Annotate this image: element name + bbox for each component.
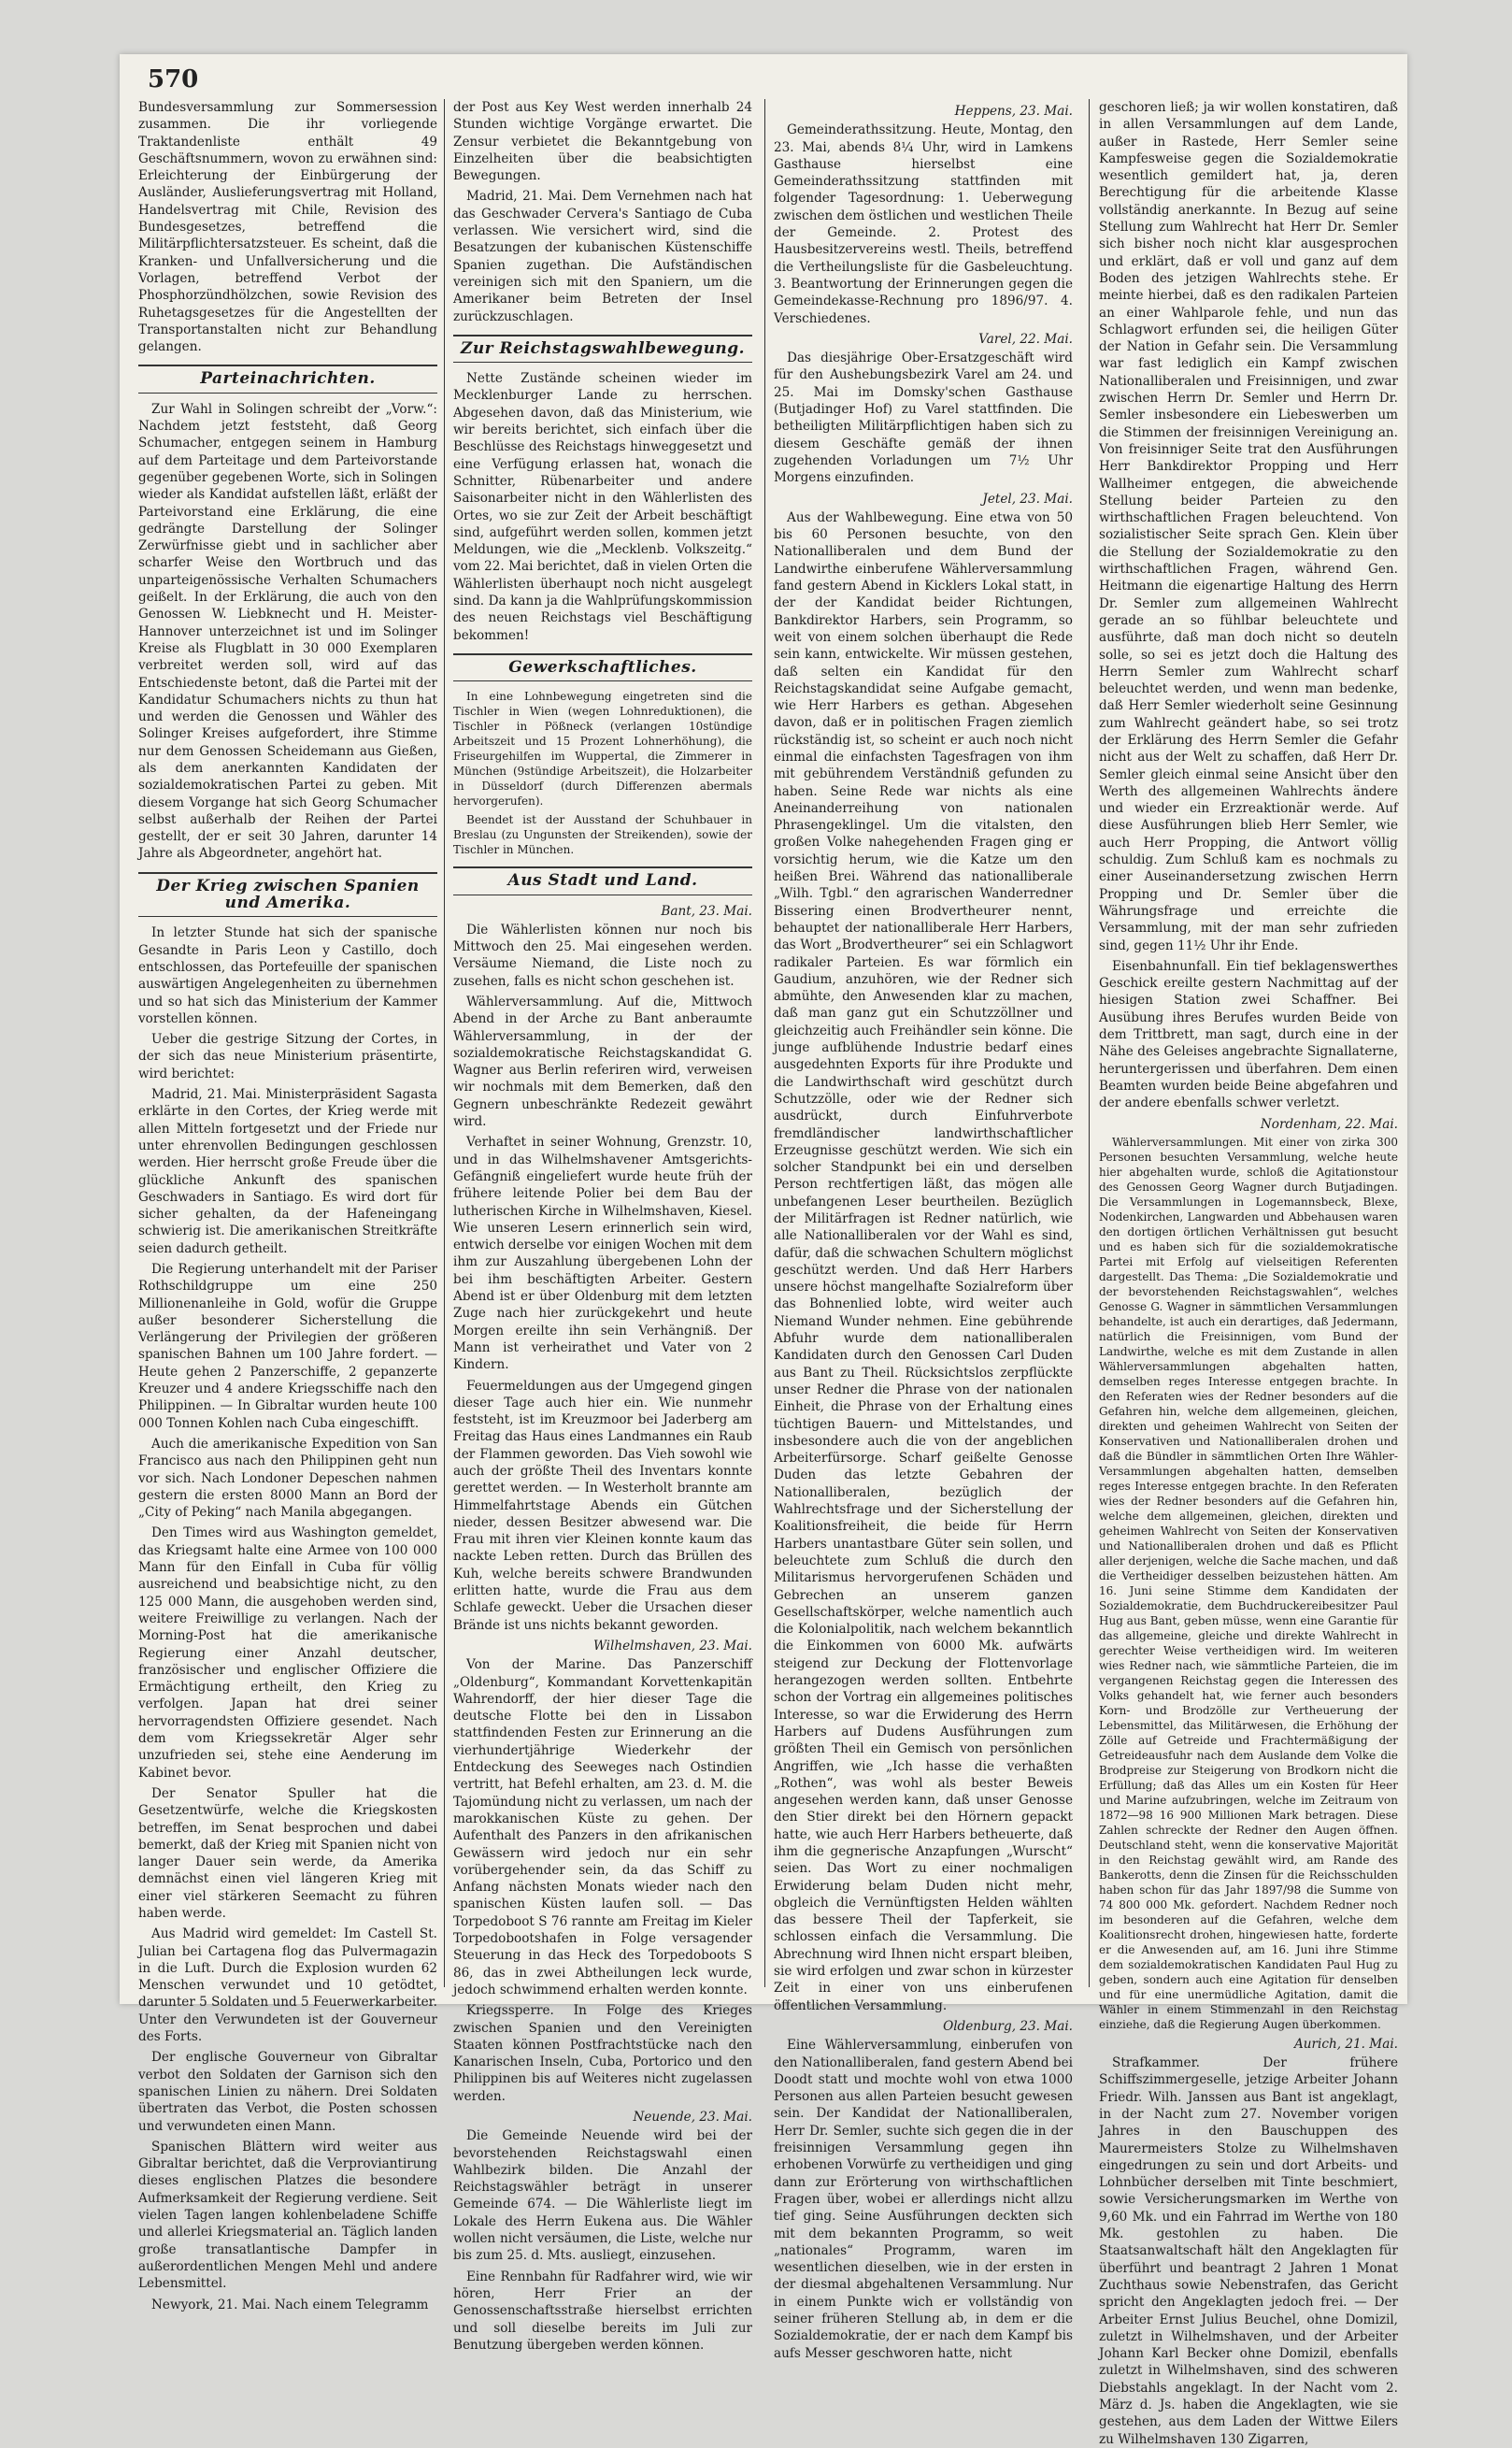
paragraph: Newyork, 21. Mai. Nach einem Telegramm bbox=[151, 2297, 429, 2312]
dateline: Wilhelmshaven, 23. Mai. bbox=[592, 1638, 752, 1653]
paragraph: Von der Marine. Das Panzerschiff „Oldenburg“, Kommandant Korvettenkapitän Wahrendorff, der hier dieser Tage die deutsche Flotte bei den in Lissabon stattfindenden Festen zur Erinnerung an die vierhundertjährige Wiederkehr der Entdeckung des Seeweges nach Ostindien vertritt, hat Befehl erhalten, am 23. d. M. die Tajomündung nicht zu verlassen, um nach der marokkanischen Küste zu gehen. Der Aufenthalt des Panzers in den afrikanischen Gewässern wird jedoch nur ein sehr vorübergehender sein, da das Schiff zu Anfang nächsten Monats wieder nach den spanischen Küsten laufen soll. — Das Torpedoboot S 76 rannte am Freitag im Kieler Torpedobootshafen in Folge versagender Steuerung in das Heck des Torpedoboots S 86, das in zwei Abtheilungen leck wurde, jedoch schwimmend erhalten werden konnte. bbox=[453, 1657, 752, 1997]
paragraph: Die Wählerlisten können nur noch bis Mittwoch den 25. Mai eingesehen werden. Versäume Niemand, die Liste noch zu zusehen, falls es nicht schon geschehen ist. bbox=[453, 922, 752, 989]
paragraph: Madrid, 21. Mai. Ministerpräsident Sagasta erklärte in den Cortes, der Krieg werde mit allen Mitteln fortgesetzt und der Friede nur unter ehrenvollen Bedingungen geschlossen werden. Hier herrscht große Freude über die glückliche Ankunft des spanischen Geschwaders in Santiago. Es wird dort für sicher gehalten, da der Hafeneingang schwierig ist. Die amerikanischen Streitkräfte seien dadurch getheilt. bbox=[138, 1087, 437, 1256]
paragraph: Die Gemeinde Neuende wird bei der bevorstehenden Reichstagswahl einen Wahlbezirk bilden. Die Anzahl der Reichstagswähler beträgt in unserer Gemeinde 674. — Die Wählerliste liegt im Lokale des Herrn Eukena aus. Die Wähler wollen nicht versäumen, die Liste, welche nur bis zum 25. d. Mts. ausliegt, einzusehen. bbox=[453, 2128, 752, 2264]
paragraph: In letzter Stunde hat sich der spanische Gesandte in Paris Leon y Castillo, doch entschlossen, das Portefeuille der spanischen auswärtigen Angelegenheiten zu übernehmen und so hat sich das Ministerium der Kammer vorstellen können. bbox=[138, 925, 437, 1026]
dateline: Varel, 22. Mai. bbox=[978, 331, 1073, 347]
section-heading-local: Aus Stadt und Land. bbox=[453, 866, 752, 895]
paragraph: Wählerversammlungen. Mit einer von zirka 300 Personen besuchten Versammlung, welche heute hier abgehalten wurde, schloß die Agitationstour des Genossen Georg Wagner durch Butjadingen. Die Versammlungen in Logemannsbeck, Blexe, Nodenkirchen, Langwarden und Abbehausen waren den dortigen örtlichen Verhältnissen gut besucht und es haben sich für die sozialdemokratische Partei mit Erfolg auf vielseitigen Referenten dargestellt. Das Thema: „Die Sozialdemokratie und der bevorstehenden Reichstagswahlen“, welches Genosse G. Wagner in sämmtlichen Versammlungen behandelte, ist auch ein derartiges, daß Jedermann, natürlich die Freisinnigen, vom Bund der Landwirthe, welche es mit dem Zustande in allen Wählerversammlungen abgehalten hatten, demselben reges Interesse entgegen brachte. In den Referaten wies der Redner besonders auf die Gefahren hin, welche dem allgemeinen, gleichen, direkten und geheimen Wahlrecht von Seiten der Konservativen und Nationalliberalen drohen und daß die Bündler in sämmtlichen Orten Ihre Wähler-Versammlungen abgehalten hatten, demselben reges Interesse entgegen brachte. In den Referaten wies der Redner besonders auf die Gefahren hin, welche dem allgemeinen, gleichen, direkten und geheimen Wahlrecht von Seiten der Konservativen und Nationalliberalen drohen und daß es Pflicht aller derjenigen, welche die Sache machen, und daß die Vertheidiger desselben beizustehen hätten. Am 16. Juni seine Stimme dem Kandidaten der Sozialdemokratie, dem Buchdruckereibesitzer Paul Hug aus Bant, geben müsse, wenn eine Garantie für das allgemeine, gleiche und direkte Wahlrecht in gerechter Weise vertheidigen wird. Im weiteren wies Redner nach, wie sämmtliche Parteien, die im vergangenen Reichstag gegen die Interessen des Volks gehandelt hat, wie ferner auch besonders Korn- und Brodzölle zur Vertheuerung der Lebensmittel, das Militärwesen, die Erhöhung der Zölle auf Getreide und Frachtermäßigung der Getreideausfuhr nach dem Auslande dem Volke die Brodpreise zur Steigerung von Brodkorn nicht die Erfüllung; daß das Alles um ein Kosten für Heer und Marine aufzubringen, welche im Zeitraum von 1872—98 16 900 Millionen Mark betragen. Diese Zahlen schreckte der Redner den Augen öffnen. Deutschland steht, wenn die konservative Majorität in den Reichstag gewählt wird, am Rande des Bankerotts, denn die Zinsen für die Reichsschulden haben schon für das Jahr 1897/98 die Summe von 74 800 000 Mk. gefordert. Nachdem Redner noch im besonderen auf die Gefahren, welche dem Koalitionsrecht drohen, hingewiesen hatte, forderte er die Anwesenden auf, am 16. Juni ihre Stimme dem sozialdemokratischen Kandidaten Paul Hug zu geben, sondern auch eine Agitation für denselben und für eine unermüdliche Agitation, damit die Wähler in einem Stimmenzahl in den Reichstag einziehe, daß die Regierung Augen überkommen. bbox=[1099, 1135, 1398, 2031]
paragraph: der Post aus Key West werden innerhalb 24 Stunden wichtige Vorgänge erwartet. Die Zensur verbietet die Bekanntgebung von Einzelheiten über die beabsichtigten Bewegungen. bbox=[453, 100, 752, 184]
paragraph: Die Regierung unterhandelt mit der Pariser Rothschildgruppe um eine 250 Millionenanleihe in Gold, wofür die Gruppe außer besonderer Sicherstellung die Verlängerung der Privilegien der größeren spanischen Bahnen um 100 Jahre fordert. — Heute gehen 2 Panzerschiffe, 2 gepanzerte Kreuzer und 4 andere Kriegsschiffe nach den Philippinen. — In Gibraltar wurden heute 100 000 Tonnen Kohlen nach Cuba eingeschifft. bbox=[138, 1262, 437, 1431]
column-3 bbox=[774, 99, 1074, 2361]
paragraph: Aus Madrid wird gemeldet: Im Castell St. Julian bei Cartagena flog das Pulvermagazin in die Luft. Durch die Explosion wurden 62 Menschen verwundet und 10 getödtet, darunter 5 Soldaten und 5 Feuerwerkarbeiter. Unter den Verwundeten ist der Gouverneur des Forts. bbox=[138, 1926, 437, 2045]
dateline: Bant, 23. Mai. bbox=[661, 903, 752, 919]
dateline: Jetel, 23. Mai. bbox=[982, 491, 1073, 507]
paragraph: Zur Wahl in Solingen schreibt der „Vorw.“: Nachdem jetzt feststeht, daß Georg Schumacher, entgegen seinem in Hamburg auf dem Parteitage und dem Parteivorstande gegenüber gegebenen Worte, sich in Solingen wieder als Kandidat aufstellen läßt, erläßt der Parteivorstand eine Erklärung, die eine gedrängte Darstellung der Solinger Zerwürfnisse giebt und in sachlicher aber scharfer Weise den Wortbruch und das unparteigenössische Verhalten Schumachers geißelt. In der Erklärung, die auch von den Genossen W. Liebknecht und H. Meister-Hannover unterzeichnet ist und im Solinger Kreise als Flugblatt in 30 000 Exemplaren verbreitet werden soll, wird auf das Entschiedenste betont, daß die Partei mit der Kandidatur Schumachers nichts zu thun hat und werden die Genossen und Wähler des Solinger Kreises aufgefordert, ihre Stimme nur dem Genossen Scheidemann aus Gießen, als dem anerkannten Kandidaten der sozialdemokratischen Partei zu geben. Mit diesem Vorgange hat sich Georg Schumacher selbst außerhalb der Reihen der Partei gestellt, der er seit 30 Jahren, darunter 14 Jahre als Abgeordneter, angehört hat. bbox=[138, 401, 437, 862]
paragraph: Eine Wählerversammlung, einberufen von den Nationalliberalen, fand gestern Abend bei Doodt statt und mochte wohl von etwa 1000 Personen aus allen Parteien besucht gewesen sein. Der Kandidat der Nationalliberalen, Herr Dr. Semler, suchte sich gegen die in der freisinnigen Versammlung gegen ihn erhobenen Vorwürfe zu vertheidigen und ging dann zur Erörterung von wirthschaftlichen Fragen über, wobei er allerdings nicht allzu tief ging. Seine Ausführungen deckten sich mit dem bekannten Programm, so weit „nationales“ Programm, waren im wesentlichen dieselben, wie in der ersten in der diesmal abgehaltenen Versammlung. Nur in einem Punkte wich er vollständig von seiner früheren Stellung ab, in dem er die Sozialdemokratie, der er nach dem Kampf bis aufs Messer geschworen hatte, nicht bbox=[774, 2038, 1074, 2361]
column-4 bbox=[1099, 99, 1398, 2447]
newspaper-page bbox=[120, 54, 1407, 2447]
paragraph: Das diesjährige Ober-Ersatzgeschäft wird für den Aushebungsbezirk Varel am 24. und 25. Mai im Domsky'schen Gasthause (Butjadinger Hof) zu Varel stattfinden. Die betheiligten Militärpflichtigen haben sich zu diesem Geschäfte gemäß der ihnen zugehenden Vorladungen um 7½ Uhr Morgens einzufinden. bbox=[774, 351, 1073, 486]
column-rule bbox=[444, 99, 445, 1987]
paragraph: Gemeinderathssitzung. Heute, Montag, den 23. Mai, abends 8¼ Uhr, wird in Lamkens Gasthause hierselbst eine Gemeinderathssitzung stattfinden mit folgender Tagesordnung: 1. Ueberwegung zwischen dem östlichen und westlichen Theile der Gemeinde. 2. Protest des Hausbesitzervereins westl. Theils, betreffend die Vertheilungsliste für die Gasbeleuchtung. 3. Beantwortung der Erinnerungen gegen die Gemeindekasse-Rechnung pro 1896/97. 4. Verschiedenes. bbox=[774, 122, 1073, 326]
column-2 bbox=[453, 99, 752, 2353]
paragraph: Ueber die gestrige Sitzung der Cortes, in der sich das neue Ministerium präsentirte, wird berichtet: bbox=[138, 1032, 437, 1081]
dateline: Nordenham, 22. Mai. bbox=[1260, 1116, 1398, 1132]
paragraph: Kriegssperre. In Folge des Krieges zwischen Spanien und den Vereinigten Staaten können Postfrachtstücke nach den Kanarischen Inseln, Cuba, Portorico und den Philippinen bis auf Weiteres nicht zugelassen werden. bbox=[453, 2003, 752, 2104]
paragraph: Beendet ist der Ausstand der Schuhbauer in Breslau (zu Ungunsten der Streikenden), sowie der Tischler in München. bbox=[453, 813, 752, 857]
paragraph: Madrid, 21. Mai. Dem Vernehmen nach hat das Geschwader Cervera's Santiago de Cuba verlassen. Wie versichert wird, sind die Besatzungen der kubanischen Küstenschiffe Spanien zugethan. Die Aufständischen vereinigen sich mit den Spaniern, um die Amerikaner beim Betreten der Insel zurückzuschlagen. bbox=[453, 189, 752, 324]
section-heading-unions: Gewerkschaftliches. bbox=[453, 653, 752, 681]
column-rule bbox=[1089, 99, 1090, 1987]
dateline: Oldenburg, 23. Mai. bbox=[943, 2018, 1073, 2034]
paragraph: Eine Rennbahn für Radfahrer wird, wie wir hören, Herr Frier an der Genossenschaftsstraße hierselbst errichten und soll dieselbe bereits im Juli zur Benutzung übergeben werden können. bbox=[453, 2269, 752, 2353]
column-1 bbox=[138, 99, 437, 2312]
paragraph: Wählerversammlung. Auf die, Mittwoch Abend in der Arche zu Bant anberaumte Wählerversammlung, in der der sozialdemokratische Reichstagskandidat G. Wagner aus Berlin referiren wird, verweisen wir nochmals mit dem Bemerken, daß den Gegnern unbeschränkte Redezeit gewährt wird. bbox=[453, 994, 752, 1130]
paragraph: Spanischen Blättern wird weiter aus Gibraltar berichtet, daß die Verproviantirung dieses englischen Platzes die besondere Aufmerksamkeit der Regierung verdiene. Seit vielen Tagen langen kohlenbeladene Schiffe und allerlei Kriegsmaterial an. Täglich landen große transatlantische Dampfer in außerordentlichen Mengen Mehl und andere Lebensmittel. bbox=[138, 2139, 437, 2292]
dateline: Heppens, 23. Mai. bbox=[954, 104, 1073, 119]
paragraph: Verhaftet in seiner Wohnung, Grenzstr. 10, und in das Wilhelmshavener Amtsgerichts-Gefängniß eingeliefert wurde heute früh der frühere leitende Polier bei dem Bau der lutherischen Kirche in Wilhelmshaven, Kiesel. Wie unseren Lesern erinnerlich sein wird, entwich derselbe vor einigen Wochen mit dem ihm zur Auszahlung übergebenen Lohn der bei ihm beschäftigten Arbeiter. Gestern Abend ist er über Oldenburg mit dem letzten Zuge nach hier zurückgekehrt und heute Morgen ereilte ihn sein Verhängniß. Der Mann ist verheirathet und Vater von 2 Kindern. bbox=[453, 1135, 752, 1373]
paragraph: Der Senator Spuller hat die Gesetzentwürfe, welche die Kriegskosten betreffen, im Senat besprochen und dabei bemerkt, daß der Krieg mit Spanien nicht von langer Dauer sein werde, da Amerika demnächst einen viel längeren Krieg mit einer viel stärkeren Seemacht zu führen haben werde. bbox=[138, 1785, 437, 1921]
paragraph: Aus der Wahlbewegung. Eine etwa von 50 bis 60 Personen besuchte, von den Nationalliberalen und dem Bund der Landwirthe einberufene Wählerversammlung fand gestern Abend in Kicklers Lokal statt, in der der Kandidat beider Richtungen, Bankdirektor Harbers, sein Programm, so weit von einem solchen überhaupt die Rede sein kann, entwickelte. Wir müssen gestehen, daß selten ein Kandidat für den Reichstagskandidat seine Aufgabe gemacht, wie Herr Harbers es gethan. Abgesehen davon, daß er in politischen Fragen ziemlich rückständig ist, so scheint er auch noch nicht einmal die einfachsten Tagesfragen von ihm mit gebührendem Verständniß gefunden zu haben. Seine Rede war nichts als eine Aneinanderreihung von nationalen Phrasengeklingel. Um die vitalsten, den großen Volke nahegehenden Fragen ging er vorsichtig herum, wie die Katze um den heißen Brei. Während das nationalliberale „Wilh. Tgbl.“ den agrarischen Wanderredner Bissering einen Brodvertheurer nennt, behauptet der nationalliberale Herr Harbers, das Wort „Brodvertheurer“ sei ein Schlagwort radikaler Parteien. Es war förmlich ein Gaudium, anzuhören, wie der Redner sich abmühte, den Anwesenden klar zu machen, daß man ganz gut ein Schutzzöllner und gleichzeitig auch Freihändler sein könne. Die junge aufblühende Industrie bedarf eines ausgedehnten Exports für ihre Produkte und die Landwirthschaft wird geschützt durch Schutzzölle, oder wie der Redner sich ausdrückt, durch Einfuhrverbote fremdländischer landwirthschaftlicher Erzeugnisse geschützt werden. Wie sich ein solcher Standpunkt bei ein und derselben Person rechtfertigen läßt, das mögen alle unbefangenen Leser beurtheilen. Bezüglich der Militärfragen ist Redner natürlich, wie alle Nationalliberalen vor der Wahl es sind, dafür, daß die schwachen Schultern möglichst geschützt werden. Und daß Herr Harbers unsere höchst mangelhafte Sozialreform über das Bohnenlied lobte, wird weiter auch Niemand Wunder nehmen. Eine gebührende Abfuhr wurde dem nationalliberalen Kandidaten durch den Genossen Carl Duden aus Bant zu Theil. Rücksichtslos zerpflückte unser Redner die Phrase von der nationalen Einheit, die Phrase von der Erhaltung eines tüchtigen Bauern- und Mittelstandes, und insbesondere auch die von der angeblichen Arbeiterfürsorge. Scharf geißelte Genosse Duden das letzte Gebahren der Nationalliberalen, bezüglich der Wahlrechtsfrage und der Sicherstellung der Koalitionsfreiheit, die beide für Herrn Harbers unantastbare Güter sein sollen, und beleuchtete zum Schluß die durch den Militarismus hervorgerufenen Schäden und Gebrechen an unserem ganzen Gesellschaftskörper, welche namentlich auch die Kolonialpolitik, nach welchem bekanntlich die Einkommen von 6000 Mk. aufwärts steigend zur Deckung der Flottenvorlage herangezogen werden sollten. Entbehrte schon der Vortrag ein allgemeines politisches Interesse, so war die Erwiderung des Herrn Harbers auf Dudens Ausführungen zum größten Theil ein Gemisch von persönlichen Angriffen, wie „Ich hasse die verhaßten „Rothen“, was wohl als bester Beweis angesehen werden kann, daß unser Genosse den Stier direkt bei den Hörnern gepackt hatte, wie auch Herr Harbers betheuerte, daß ihm die gegnerische Anzapfungen „Wurscht“ seien. Das Wort zu einer nochmaligen Erwiderung belam Duden nicht mehr, obgleich die Vernünftigsten Helden wählten das bessere Theil der Tapferkeit, sie schlossen einfach die Versammlung. Die Abrechnung wird Ihnen nicht erspart bleiben, sie wird erfolgen und zwar schon in kürzester Zeit in einer von uns einberufenen öffentlichen Versammlung. bbox=[774, 509, 1073, 2013]
paragraph: Auch die amerikanische Expedition von San Francisco aus nach den Philippinen geht nun vor sich. Nach Londoner Depeschen nahmen gestern die ersten 8000 Mann an Bord der „City of Peking“ nach Manila abgegangen. bbox=[138, 1436, 437, 1521]
paragraph: Feuermeldungen aus der Umgegend gingen dieser Tage auch hier ein. Wie nunmehr feststeht, ist im Kreuzmoor bei Jaderberg am Freitag das Haus eines Landmannes ein Raub der Flammen geworden. Das Vieh sowohl wie auch der größte Theil des Inventars konnte gerettet werden. — In Westerholt brannte am Himmelfahrtstage Abends ein Gütchen nieder, dessen Besitzer abwesend war. Die Frau mit ihren vier Kleinen konnte kaum das nackte Leben retten. Durch das Brüllen des Kuh, welche bereits schwere Brandwunden erlitten hatte, wurde die Frau aus dem Schlafe geweckt. Ueber die Ursachen dieser Brände ist uns nichts bekannt geworden. bbox=[453, 1378, 752, 1633]
paragraph: Der englische Gouverneur von Gibraltar verbot den Soldaten der Garnison sich den spanischen Linien zu nähern. Drei Soldaten übertraten das Verbot, die Posten schossen und verwundeten einen Mann. bbox=[138, 2050, 437, 2134]
paragraph: Den Times wird aus Washington gemeldet, das Kriegsamt halte eine Armee von 100 000 Mann für den Einfall in Cuba für völlig ausreichend und beabsichtige nicht, zu den 125 000 Mann, die ausgehoben werden sind, weitere Freiwillige zu verlangen. Nach der Morning-Post hat die amerikanische Regierung einer Anzahl deutscher, französischer und englischer Offiziere die Ermächtigung ertheilt, den Krieg zu verfolgen. Japan hat drei seiner hervorragendsten Offiziere gesendet. Nach dem vom Kriegssekretär Alger sehr unzufrieden sei, stehe eine Aenderung im Kabinet bevor. bbox=[138, 1525, 437, 1781]
paragraph: Eisenbahnunfall. Ein tief beklagenswerthes Geschick ereilte gestern Nachmittag auf der hiesigen Station zwei Schaffner. Bei Ausübung ihres Berufes wurden Beide von dem Trittbrett, man sagt, durch eine in der Nähe des Geleises angebrachte Signallaterne, heruntergerissen und überfahren. Dem einen Beamten wurden beide Beine abgefahren und der andere ebenfalls schwer verletzt. bbox=[1099, 958, 1398, 1111]
paragraph: Strafkammer. Der frühere Schiffszimmergeselle, jetzige Arbeiter Johann Friedr. Wilh. Janssen aus Bant ist angeklagt, in der Nacht zum 27. November vorigen Jahres in den Bauschuppen des Maurermeisters Stolze zu Wilhelmshaven eingedrungen zu sein und dort Arbeits- und Lohnbücher derselben mit Tinte beschmiert, sowie Versicherungsmarken im Werthe von 9,60 Mk. und ein Fahrrad im Werthe von 180 Mk. gestohlen zu haben. Die Staatsanwaltschaft hält den Angeklagten für überführt und beantragt 2 Jahren 1 Monat Zuchthaus sowie Nebenstrafen, das Gericht spricht den Angeklagten jedoch frei. — Der Arbeiter Ernst Julius Beuchel, ohne Domizil, zuletzt in Wilhelmshaven, und der Arbeiter Johann Karl Becker ohne Domizil, ebenfalls zuletzt in Wilhelmshaven, sind des schweren Diebstahls angeklagt. In der Nacht vom 2. März d. Js. haben die Angeklagten, wie sie gestehen, aus dem Laden der Wittwe Eilers zu Wilhelmshaven 130 Zigarren, bbox=[1099, 2055, 1398, 2447]
dateline: Neuende, 23. Mai. bbox=[633, 2109, 752, 2125]
section-heading-election: Zur Reichstagswahlbewegung. bbox=[453, 335, 752, 363]
column-rule bbox=[764, 99, 765, 1987]
page-number: 570 bbox=[148, 65, 199, 93]
paragraph: Bundesversammlung zur Sommersession zusammen. Die ihr vorliegende Traktandenliste enthält 49 Geschäftsnummern, wovon zu erwähnen sind: Erleichterung der Einbürgerung der Ausländer, Auslieferungsvertrag mit Holland, Handelsvertrag mit Chile, Revision des Bundesgesetzes, betreffend die Militärpflichtersatzsteuer. Es scheint, daß die Kranken- und Unfallversicherung und die Vorlagen, betreffend Verbot der Phosphorzündhölzchen, sowie Revision des Ruhetagsgesetzes für die Angestellten der Transportanstalten nicht zur Behandlung gelangen. bbox=[138, 100, 437, 355]
section-heading-war: Der Krieg zwischen Spanien und Amerika. bbox=[138, 872, 437, 918]
dateline: Aurich, 21. Mai. bbox=[1293, 2036, 1398, 2052]
paragraph: geschoren ließ; ja wir wollen konstatiren, daß in allen Versammlungen auf dem Lande, außer in Rastede, Herr Semler seine Kampfesweise gegen die Sozialdemokratie wesentlich gemildert hat, ja, deren Berechtigung für die arbeitende Klasse vollständig anerkannte. In Bezug auf seine Stellung zum Wahlrecht hat Herr Dr. Semler sich bisher noch nicht klar ausgesprochen und erklärt, daß er voll und ganz auf dem Boden des jetzigen Wahlrechts stehe. Er meinte hierbei, daß es den radikalen Parteien an einer Wahlparole fehle, und nun das Schlagwort erfunden sei, die heiligen Güter der Nation in Gefahr sein. Die Versammlung war fast lediglich ein Kampf zwischen Nationalliberalen und Freisinnigen, und zwar zwischen Herrn Dr. Semler und Herrn Dr. Semler insbesondere ein Liebeswerben um die Stimmen der freisinnigen Vereinigung an. Von freisinniger Seite trat den Ausführungen Herr Bankdirektor Propping und Herr Wallheimer entgegen, die abweichende Stellung beider Parteien zu den wirthschaftlichen Fragen beleuchtend. Von sozialistischer Seite sprach Gen. Klein über die Stellung der Sozialdemokratie zu den wirthschaftlichen Fragen, während Gen. Heitmann die eigenartige Haltung des Herrn Dr. Semler zum allgemeinen Wahlrecht gerade an so fühlbar beleuchtete und ausführte, daß man doch nicht so deuteln solle, so sei es jetzt doch die Haltung des Herrn Semler zum Wahlrecht scharf beleuchtet werden, und wenn man bedenke, daß Herr Semler wiederholt seine Gesinnung zum Wahlrecht geändert habe, so sei trotz der Erklärung des Herrn Semler die Gefahr nicht aus der Welt zu schaffen, daß Herr Dr. Semler gleich einmal seine Ansicht über den Werth des allgemeinen Wahlrechts ändere und wieder ein Erzreaktionär werde. Auf diese Ausführungen blieb Herr Semler, wie auch Herr Propping, die Antwort völlig schuldig. Zum Schluß kam es nochmals zu einer Auseinandersetzung zwischen Herrn Propping und Dr. Semler über die Währungsfrage und erreichte die Versammlung, mit der man sehr zufrieden sind, gegen 11½ Uhr ihr Ende. bbox=[1099, 100, 1398, 953]
paragraph: Nette Zustände scheinen wieder im Mecklenburger Lande zu herrschen. Abgesehen davon, daß das Ministerium, wie wir bereits berichtet, sich einfach über die Beschlüsse des Reichstags hinweggesetzt und eine Verfügung erlassen hat, wonach die Schnitter, Rübenarbeiter und andere Saisonarbeiter nicht in den Wählerlisten des Ortes, wo sie zur Zeit der Arbeit beschäftigt sind, aufgeführt werden sollen, kommen jetzt Meldungen, wie die „Mecklenb. Volkszeitg.“ vom 22. Mai berichtet, daß in vielen Orten die Wählerlisten überhaupt noch nicht ausgelegt sind. Da kann ja die Wahlprüfungskommission des neuen Reichstags viel Beschäftigung bekommen! bbox=[453, 371, 752, 643]
section-heading-party-news: Parteinachrichten. bbox=[138, 365, 437, 393]
paragraph: In eine Lohnbewegung eingetreten sind die Tischler in Wien (wegen Lohnreduktionen), die Tischler in Pößneck (verlangen 10stündige Arbeitszeit und 15 Prozent Lohnerhöhung), die Friseurgehilfen im Wuppertal, die Zimmerer in München (9stündige Arbeitszeit), die Holzarbeiter in Düsseldorf (durch Differenzen abermals hervorgerufen). bbox=[453, 690, 752, 809]
